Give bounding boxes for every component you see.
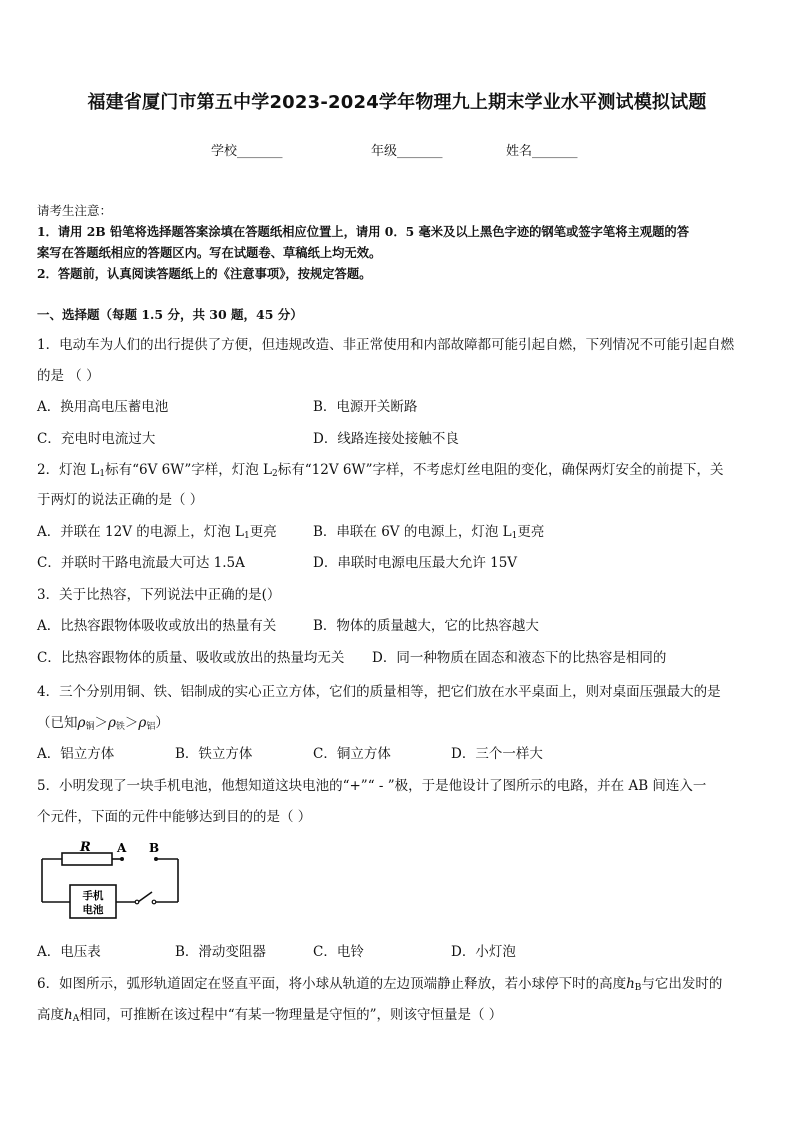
q5-option-d: D．小灯泡 [451, 944, 516, 960]
resistor-label: R [80, 840, 91, 855]
notice-heading: 请考生注意： [37, 203, 113, 218]
q5-option-a: A．电压表 [37, 944, 101, 960]
switch-pivot [135, 900, 139, 904]
notice-line-1: 1．请用 2B 铅笔将选择题答案涂填在答题纸相应位置上，请用 0．5 毫米及以上黑色字迹的钢笔或签字笔将主观题的答 [37, 224, 689, 239]
grade-field: 年级_______ [371, 144, 443, 159]
terminal-b-label: B [149, 841, 160, 855]
q3-option-c: C．比热容跟物体的质量、吸收或放出的热量均无关 [37, 650, 345, 666]
terminal-a-dot [120, 857, 124, 861]
q6-stem-line-2: 高度$h_A$相同，可推断在该过程中“有某一物理量是守恒的”，则该守恒量是（ ） [37, 1007, 503, 1024]
q1-stem-line-2: 的是 （ ） [37, 368, 100, 384]
q5-option-c: C．电铃 [313, 944, 364, 960]
q1-option-a: A．换用高电压蓄电池 [37, 399, 169, 415]
battery-label-line-2: 电池 [82, 904, 104, 916]
q2-stem-line-1: 2．灯泡 $L_1$标有“6V 6W”字样，灯泡 $L_2$标有“12V 6W”字样，不考虑灯丝电阻的变化，确保两灯安全的前提下，关 [37, 462, 724, 479]
q1-option-d: D．线路连接处接触不良 [313, 431, 459, 447]
q1-option-c: C．充电时电流过大 [37, 431, 156, 447]
q5-stem-line-2: 个元件，下面的元件中能够达到目的的是（ ） [37, 809, 312, 825]
q2-option-d: D．串联时电源电压最大允许 15V [313, 555, 518, 571]
q3-stem: 3．关于比热容，下列说法中正确的是(） [37, 587, 281, 603]
terminal-b-dot [154, 857, 158, 861]
q4-stem-line-2: （已知$\rho_铜>\rho_铁>\rho_铝$） [37, 715, 169, 732]
q4-option-b: B．铁立方体 [175, 746, 253, 762]
q4-option-d: D．三个一样大 [451, 746, 543, 762]
q2-option-c: C．并联时干路电流最大可达 1.5A [37, 555, 245, 571]
q2-option-b: B．串联在 6V 的电源上，灯泡 $L_1$更亮 [313, 524, 545, 541]
circuit-diagram [38, 838, 183, 923]
exam-title: 福建省厦门市第五中学2023-2024学年物理九上期末学业水平测试模拟试题 [87, 92, 707, 113]
q1-stem-line-1: 1．电动车为人们的出行提供了方便，但违规改造、非正常使用和内部故障都可能引起自燃，下列情况不可能引起自燃 [37, 337, 735, 353]
q5-stem-line-1: 5．小明发现了一块手机电池，他想知道这块电池的“+”“ - ”极，于是他设计了图所示的电路，并在 AB 间连入一 [37, 778, 707, 794]
q4-option-a: A．铝立方体 [37, 746, 115, 762]
notice-line-2: 案写在答题纸相应的答题区内。写在试题卷、草稿纸上均无效。 [37, 245, 382, 260]
q4-stem-line-1: 4．三个分别用铜、铁、铝制成的实心正立方体，它们的质量相等，把它们放在水平桌面上，则对桌面压强最大的是 [37, 684, 721, 700]
q4-option-c: C．铜立方体 [313, 746, 391, 762]
section-heading: 一、选择题（每题 1.5 分，共 30 题，45 分） [37, 307, 303, 322]
q2-option-a: A．并联在 12V 的电源上，灯泡 $L_1$更亮 [37, 524, 277, 541]
q3-option-d: D．同一种物质在固态和液态下的比热容是相同的 [372, 650, 667, 666]
q3-option-b: B．物体的质量越大，它的比热容越大 [313, 618, 539, 634]
battery-label-line-1: 手机 [82, 890, 104, 902]
q3-option-a: A．比热容跟物体吸收或放出的热量有关 [37, 618, 277, 634]
name-field: 姓名_______ [506, 144, 578, 159]
terminal-a-label: A [117, 841, 127, 855]
switch-contact [152, 900, 156, 904]
school-field: 学校_______ [211, 144, 283, 159]
notice-line-3: 2．答题前，认真阅读答题纸上的《注意事项》，按规定答题。 [37, 266, 372, 281]
q5-option-b: B．滑动变阻器 [175, 944, 266, 960]
q6-stem-line-1: 6．如图所示，弧形轨道固定在竖直平面，将小球从轨道的左边顶端静止释放，若小球停下时的高度$h_B$与它出发时的 [37, 976, 723, 993]
q2-stem-line-2: 于两灯的说法正确的是（ ） [37, 492, 204, 508]
q1-option-b: B．电源开关断路 [313, 399, 418, 415]
switch-blade [138, 892, 152, 902]
